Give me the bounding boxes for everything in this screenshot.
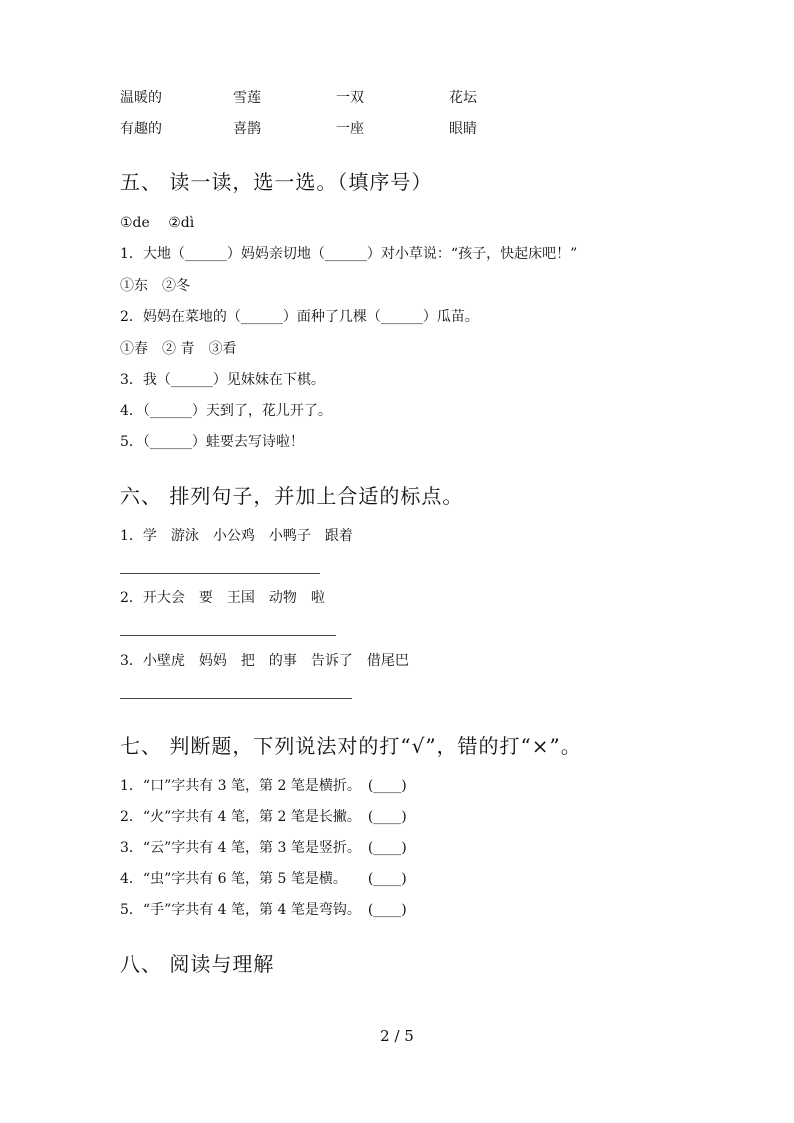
section-5-options-3: ①春 ② 青 ③看 xyxy=(120,341,237,357)
section-5-question-4: 4．（______）天到了，花儿开了。 xyxy=(120,403,332,419)
section-7-item: 3．“云”字共有 4 笔，第 3 笔是竖折。 (____) xyxy=(120,840,407,856)
section-6-title: 六、 排列句子，并加上合适的标点。 xyxy=(120,484,464,508)
word-item: 有趣的 xyxy=(120,121,162,137)
section-7-item: 4．“虫”字共有 6 笔，第 5 笔是横。 (____) xyxy=(120,871,407,887)
word-item: 喜鹊 xyxy=(233,121,261,137)
section-6-question-2: 2．开大会 要 王国 动物 啦 xyxy=(120,590,325,606)
word-item: 一双 xyxy=(336,90,364,106)
section-7-item: 1．“口”字共有 3 笔，第 2 笔是横折。 (____) xyxy=(120,778,407,794)
section-5-title: 五、 读一读，选一选。（填序号） xyxy=(120,170,433,194)
word-item: 花坛 xyxy=(449,90,477,106)
section-7-title: 七、 判断题，下列说法对的打“√”，错的打“×”。 xyxy=(120,734,582,758)
section-5-options-1: ①de ②dì xyxy=(120,215,195,231)
section-6-question-3: 3．小壁虎 妈妈 把 的事 告诉了 借尾巴 xyxy=(120,653,409,669)
section-5-question-5: 5．（______）蛙要去写诗啦！ xyxy=(120,434,304,450)
section-7-item: 5．“手”字共有 4 笔，第 4 笔是弯钩。 (____) xyxy=(120,902,407,918)
section-5-options-2: ①东 ②冬 xyxy=(120,278,190,294)
answer-line xyxy=(120,698,352,699)
word-item: 一座 xyxy=(336,121,364,137)
section-7-item: 2．“火”字共有 4 笔，第 2 笔是长撇。 (____) xyxy=(120,809,407,825)
word-item: 温暖的 xyxy=(120,90,162,106)
section-5-question-1: 1．大地（______）妈妈亲切地（______）对小草说：“孩子，快起床吧！” xyxy=(120,246,578,262)
section-8-title: 八、 阅读与理解 xyxy=(120,952,275,976)
page-number: 2 / 5 xyxy=(380,1027,414,1045)
section-6-question-1: 1．学 游泳 小公鸡 小鸭子 跟着 xyxy=(120,528,353,544)
answer-line xyxy=(120,635,336,636)
section-5-question-3: 3．我（______）见妹妹在下棋。 xyxy=(120,372,325,388)
section-5-question-2: 2．妈妈在菜地的（______）面种了几棵（______）瓜苗。 xyxy=(120,309,479,325)
word-item: 眼睛 xyxy=(449,121,477,137)
answer-line xyxy=(120,573,320,574)
word-item: 雪莲 xyxy=(233,90,261,106)
